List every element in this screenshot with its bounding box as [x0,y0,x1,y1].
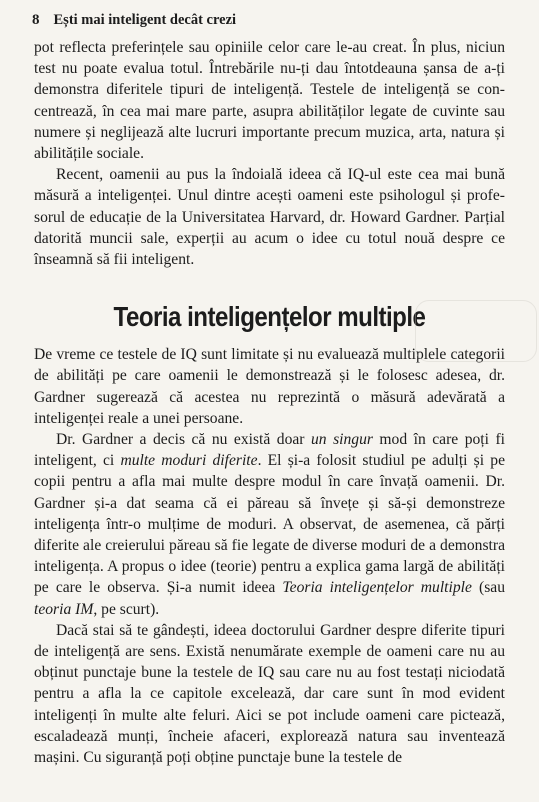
text-run: (sau [471,579,505,597]
emphasis-theory-name: Teoria inteligențelor multiple [282,579,472,597]
paragraph-gardner-theory [34,429,505,620]
text-run: mod în care poți fi inteligent, ci [34,431,505,470]
emphasis-single-way: un singur [310,431,373,449]
paragraph-examples: Dacă stai să te gândești, ideea doctorului Gardner despre diferite tipuri de inteligență are sens. Există nenumărate exemple de oameni care nu au obținut punctaje bune la testele de IQ sau care nu au fost testați niciodată pentru a afla la ce capitole excelează, dar care sunt în mod evident inteligenți în multe alte feluri. Aici se pot include oameni care pictează, escaladează munți, încheie afaceri, explorează natura sau inventează mașini. Cu siguranță poți obține punctaje bune la testele de [34,621,505,767]
emphasis-many-ways: multe moduri diferite [120,452,258,470]
paragraph-continued: pot reflecta preferințele sau opiniile celor care le-au creat. În plus, niciun test nu poate evalua totul. Întrebările nu-ți dau întotdeauna șansa de a-ți demonstra diferitele tipuri de inteligență. Testele de inteligență se concentrează, în cea mai mare parte, asupra abilităților legate de cuvinte sau numere și neglijează alte lucruri importante precum muzica, arta, natura și abilitățile sociale. [34,39,505,163]
emphasis-theory-short: teoria IM [34,600,94,618]
text-run: Dr. Gardner a decis că nu există doar [56,431,311,449]
section-heading: Teoria inteligențelor multiple [113,301,426,333]
book-title: Ești mai inteligent decât crezi [53,12,237,28]
paragraph-gardner-intro: Recent, oamenii au pus la îndoială ideea că IQ-ul este cea mai bună măsură a inteligenței. Unul dintre acești oameni este psihologul și profesorul de educație de la Universitatea Harvard, dr. Howard Gardner. Parțial datorită muncii sale, experții au acum o idee cu totul nouă despre ce înseamnă să fii inteligent. [34,166,505,269]
running-header [32,12,505,29]
text-run: , pe scurt). [93,600,160,618]
paragraph-iq-limits: De vreme ce testele de IQ sunt limitate și nu evaluează multiplele categorii de abilități pe care oamenii le demonstrează și le folosesc adesea, dr. Gardner sugerează că acestea nu reprezintă o măsură adevărată a inteligenței reale a unei persoane. [34,346,505,427]
page-number: 8 [32,12,40,28]
text-run: . El și-a folosit studiul pe adulți și pe copii pentru a afla mai multe despre modul în care învață oamenii. Dr. Gardner și-a dat seama că ei păreau să învețe și să-și demonstreze inteligența într-o mulțime de moduri. A observat, de asemenea, că părți diferite ale creierului păreau să fie legate de diverse moduri de a demonstra inteligența. A propus o idee (teorie) pentru a explica gama largă de abilități pe care le observa. Și-a numit ideea [34,452,505,597]
